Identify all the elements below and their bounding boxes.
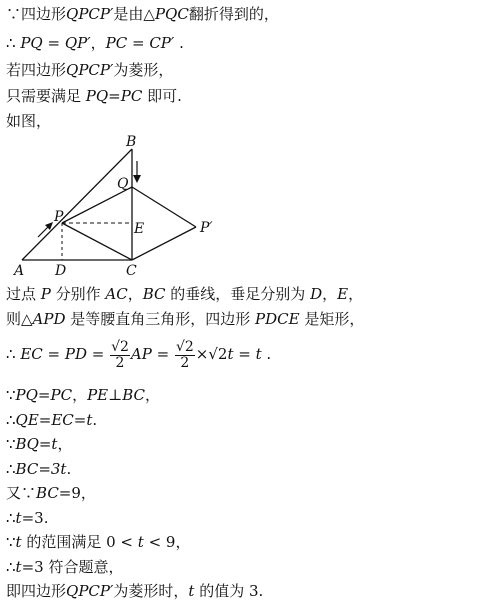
line-14: ∴t=3. bbox=[6, 509, 49, 527]
line-8-equation: ∴ EC = PD = $\frac{√2}{2}$ AP = $\frac{√2}{2}$ ×√2t = t . bbox=[6, 338, 272, 371]
label-A: A bbox=[14, 263, 25, 279]
line-10: ∴QE=EC=t. bbox=[6, 411, 98, 429]
line-17: 即四边形QPCP′为菱形时，t 的值为 3. bbox=[6, 582, 264, 600]
fraction-sqrt2-over-2-b: $\frac{√2}{2}$ bbox=[175, 338, 194, 371]
line-11: ∵BQ=t， bbox=[6, 435, 73, 453]
line-12: ∴BC=3t. bbox=[6, 460, 72, 478]
label-C: C bbox=[126, 263, 137, 279]
segment-PC bbox=[62, 223, 132, 260]
line-3: 若四边形QPCP′为菱形， bbox=[6, 61, 174, 79]
arrow-down-BC-head bbox=[133, 175, 141, 183]
segment-AB bbox=[22, 149, 132, 260]
line-16: ∴t=3 符合题意， bbox=[6, 558, 124, 576]
geometry-figure bbox=[10, 135, 225, 280]
segment-PQ bbox=[62, 187, 132, 223]
line-2: ∴ PQ = QP′，PC = CP′ . bbox=[6, 34, 184, 52]
line-15: ∵t 的范围满足 0 < t < 9， bbox=[6, 533, 191, 551]
label-B: B bbox=[126, 135, 137, 150]
label-P: P bbox=[54, 209, 64, 225]
fraction-sqrt2-over-2: $\frac{√2}{2}$ bbox=[111, 338, 129, 371]
label-P-prime: P′ bbox=[200, 220, 213, 236]
line-1: ∵四边形QPCP′是由△PQC翻折得到的， bbox=[6, 5, 279, 23]
label-E: E bbox=[134, 221, 145, 237]
line-7: 则△APD 是等腰直角三角形，四边形 PDCE 是矩形， bbox=[6, 310, 365, 328]
line-9: ∵PQ=PC，PE⊥BC， bbox=[6, 386, 161, 404]
label-D: D bbox=[55, 263, 67, 279]
line-6: 过点 P 分别作 AC，BC 的垂线，垂足分别为 D，E， bbox=[6, 285, 364, 303]
line-5: 如图， bbox=[6, 112, 52, 130]
label-Q: Q bbox=[117, 176, 129, 192]
line-4: 只需要满足 PQ=PC 即可. bbox=[6, 87, 182, 105]
line-13: 又∵BC=9， bbox=[6, 484, 96, 502]
